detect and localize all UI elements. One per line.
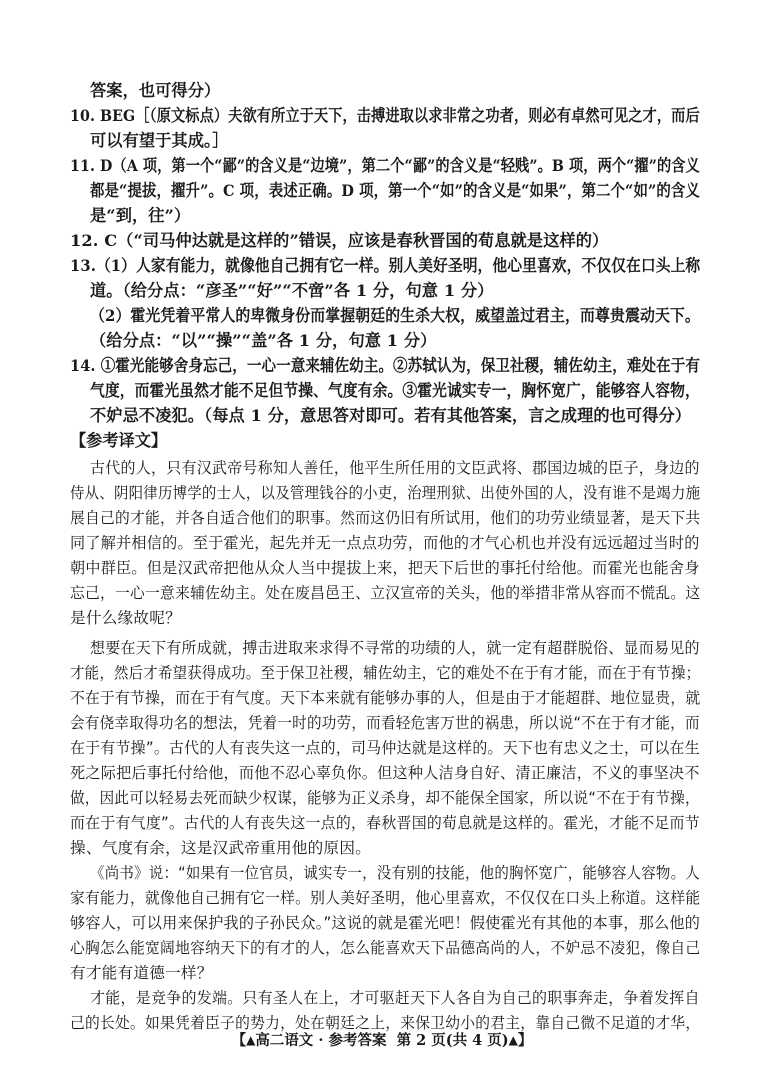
translation-line: 《尚书》说：“如果有一位官员，诚实专一，没有别的技能，他的胸怀宽广，能够容人容物。人: [90, 864, 700, 882]
translation-line: 想要在天下有所成就，搏击进取来求得不寻常的功绩的人，就一定有超群脱俗、显而易见的: [90, 639, 700, 657]
translation-line: 才能，然后才希望获得成功。至于保卫社稷，辅佐幼主，它的难处不在于有才能，而在于有节操；: [70, 664, 701, 682]
footer-course: 高二语文 · 参考答案: [255, 1032, 387, 1049]
translation-line: 己的长处。如果凭着臣子的势力，处在朝廷之上，来保卫幼小的君主，靠自己微不足道的才华，: [70, 1014, 701, 1032]
translation-line: 家有能力，就像他自己拥有它一样。别人美好圣明，他心里喜欢，不仅仅在口头上称道。这样能: [70, 889, 701, 907]
translation-line: 够容人，可以用来保护我的子孙民众。”这说的就是霍光吧！假使霍光有其他的本事，那么他的: [70, 914, 701, 932]
translation-line: 忘己，一心一意来辅佐幼主。处在废昌邑王、立汉宣帝的关头，他的举措非常从容而不慌乱。这: [70, 584, 701, 602]
translation-line: 操、气度有余，这是汉武帝重用他的原因。: [70, 839, 372, 857]
answer-line: 13.（1）人家有能力，就像他自己拥有它一样。别人美好圣明，他心里喜欢，不仅仅在口头上称: [70, 256, 701, 275]
translation-line: 在于有节操”。古代的人有丧失这一点的，司马仲达就是这样的。天下也有忠义之士，可以在生: [70, 739, 700, 757]
translation-line: 而在于有气度”。古代的人有丧失这一点的，春秋晋国的荀息就是这样的。霍光，才能不足而节: [70, 814, 700, 832]
translation-line: 才能，是竞争的发端。只有圣人在上，才可驱赶天下人各自为自己的职事奔走，争着发挥自: [90, 989, 700, 1007]
translation-line: 不在于有节操，而在于有气度。天下本来就有能够办事的人，但是由于才能超群、地位显贵，就: [70, 689, 701, 707]
answer-line: 是“到，往”）: [90, 206, 191, 225]
translation-line: 侍从、阴阳律历博学的士人，以及管理钱谷的小吏，治理刑狱、出使外国的人，没有谁不是竭力施: [70, 484, 701, 502]
translation-heading: 【参考译文】: [70, 431, 168, 450]
translation-line: 做，因此可以轻易去死而缺少权谋，能够为正义杀身，却不能保全国家，所以说“不在于有节操，: [70, 789, 700, 807]
answer-line: （2）霍光凭着平常人的卑微身份而掌握朝廷的生杀大权，威望盖过君主，而尊贵震动天下。: [90, 306, 700, 325]
translation-line: 同了解并相信的。至于霍光，起先并无一点点功劳，而他的才气心机也并没有远远超过当时的: [70, 534, 700, 552]
translation-line: 死之际把后事托付给他，而他不忍心辜负你。但这种人洁身自好、清正廉洁，不义的事坚决不: [70, 764, 700, 782]
answer-line: 11. D（A 项，第一个“鄙”的含义是“边境”，第二个“鄙”的含义是“轻贱”。B 项，两个“擢”的含义: [70, 156, 700, 175]
answer-line: 不妒忌不凌犯。（每点 1 分，意思答对即可。若有其他答案，言之成理的也可得分）: [90, 406, 692, 425]
page-footer: [0, 1030, 764, 1051]
translation-line: 有才能有道德一样？: [70, 964, 213, 982]
answer-line: 可以有望于其成。］: [90, 131, 229, 150]
answer-line: （给分点：“以”“操”“盖”各 1 分，句意 1 分）: [90, 331, 437, 350]
footer-page-number: 第 2 页(共 4 页): [396, 1032, 509, 1049]
answer-line: 14. ①霍光能够舍身忘己，一心一意来辅佐幼主。②苏轼认为，保卫社稷，辅佐幼主，难处在于有: [70, 356, 700, 375]
footer-bracket-open: 【: [231, 1032, 247, 1049]
answer-line: 道。（给分点：“彦圣”“好”“不啻”各 1 分，句意 1 分）: [90, 281, 494, 300]
triangle-icon: ▲: [246, 1033, 256, 1047]
answer-line: 12. C（“司马仲达就是这样的”错误，应该是春秋晋国的荀息就是这样的）: [70, 231, 609, 250]
answer-line: 气度，而霍光虽然才能不足但节操、气度有余。③霍光诚实专一，胸怀宽广，能够容人容物，: [90, 381, 700, 400]
answer-line: 答案，也可得分）: [90, 81, 221, 100]
translation-line: 会有侥幸取得功名的想法，凭着一时的功劳，而看轻危害万世的祸患，所以说“不在于有才能，而: [70, 714, 700, 732]
translation-line: 朝中群臣。但是汉武帝把他从众人当中提拔上来，把天下后世的事托付给他。而霍光也能舍身: [70, 559, 700, 577]
translation-line: 心胸怎么能宽阔地容纳天下的有才的人，怎么能喜欢天下品德高尚的人，不妒忌不凌犯，像自己: [70, 939, 701, 957]
footer-bracket-close: 】: [517, 1032, 533, 1049]
translation-line: 展自己的才能，并各自适合他们的职事。然而这仍旧有所试用，他们的功劳业绩显著，是天下共: [70, 509, 701, 527]
translation-line: 古代的人，只有汉武帝号称知人善任，他平生所任用的文臣武将、郡国边城的臣子，身边的: [90, 459, 700, 477]
triangle-icon: ▲: [508, 1033, 518, 1047]
translation-line: 是什么缘故呢？: [70, 609, 181, 627]
answer-line: 10. BEG［（原文标点）夫欲有所立于天下，击搏进取以求非常之功者，则必有卓然可见之才，而后: [70, 106, 700, 125]
answer-line: 都是“提拔，擢升”。C 项，表述正确。D 项，第一个“如”的含义是“如果”，第二个“如”的含义: [90, 181, 700, 200]
